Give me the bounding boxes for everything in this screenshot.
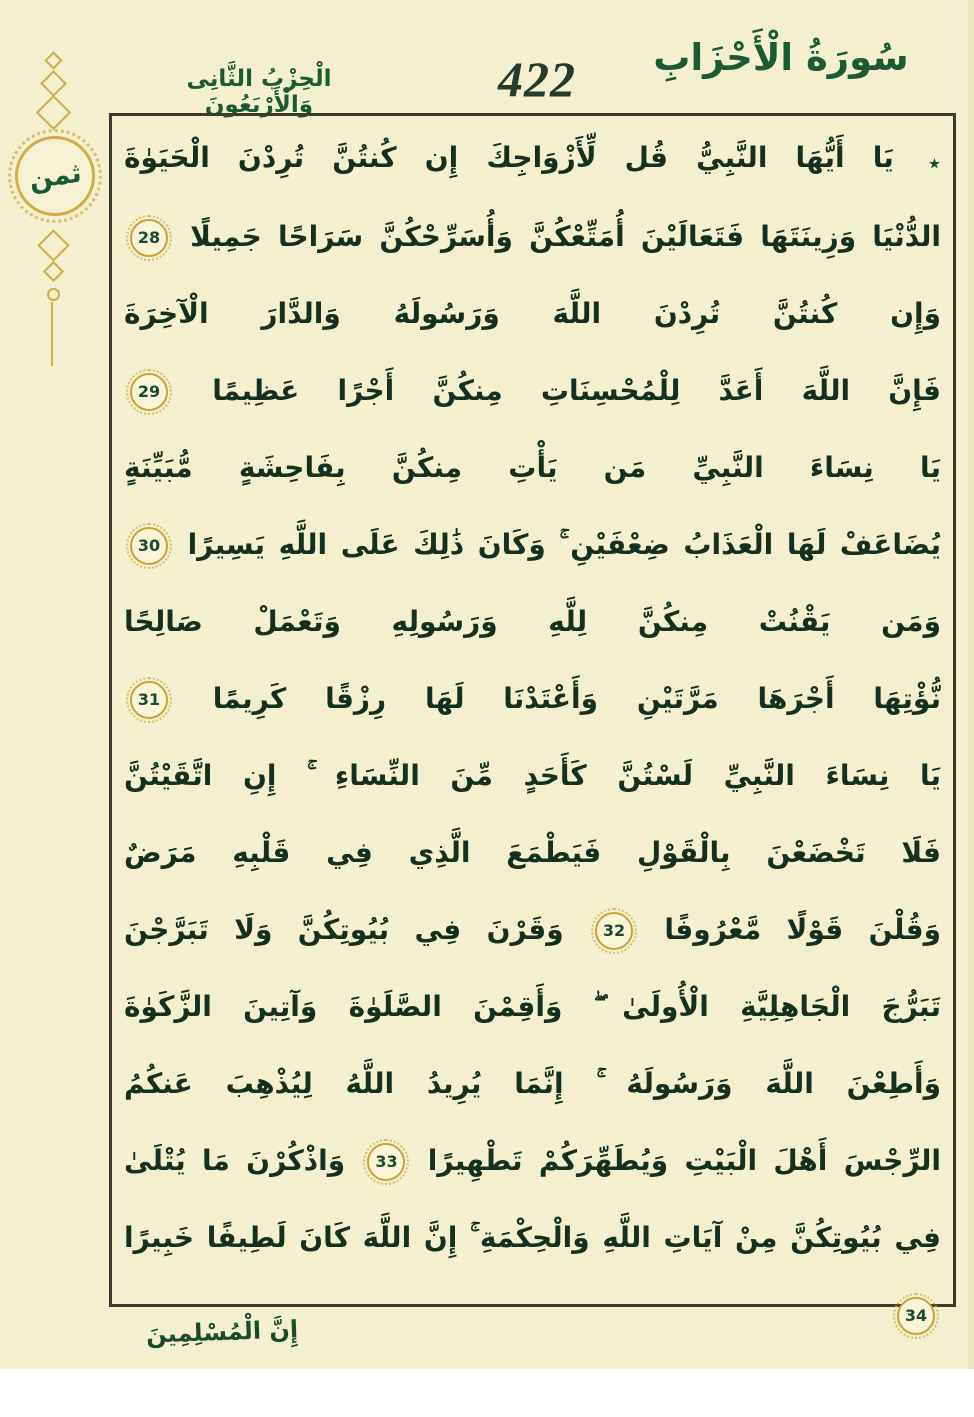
mushaf-line [124, 814, 941, 891]
verse-number-marker: 33 [367, 1143, 405, 1181]
surah-title: سُورَةُ الْأَحْزَابِ [653, 36, 909, 79]
mushaf-line [124, 506, 941, 583]
ayah-text: نُّؤْتِهَا أَجْرَهَا مَرَّتَيْنِ وَأَعْتَدْنَا لَهَا رِزْقًا كَرِيمًا [212, 681, 941, 715]
mushaf-lines [124, 119, 942, 1325]
mushaf-line [124, 737, 941, 814]
ayah-text: يَا نِسَاءَ النَّبِيِّ مَن يَأْتِ مِنكُنَّ بِفَاحِشَةٍ مُّبَيِّنَةٍ [124, 450, 941, 484]
verse-number-marker: 28 [130, 219, 168, 257]
mushaf-line [124, 1045, 941, 1122]
rub-el-hizb-star-icon: ٭ [927, 148, 941, 177]
page-edge-shade [968, 0, 974, 1369]
mushaf-line [124, 198, 941, 275]
ayah-text: وَمَن يَقْنُتْ مِنكُنَّ لِلَّهِ وَرَسُولِهِ وَتَعْمَلْ صَالِحًا [124, 604, 941, 638]
thumn-ornament [6, 52, 102, 372]
ayah-text: الدُّنْيَا وَزِينَتَهَا فَتَعَالَيْنَ أُمَتِّعْكُنَّ وَأُسَرِّحْكُنَّ سَرَاحًا جَمِيلًا [190, 219, 942, 253]
mushaf-line [124, 275, 941, 352]
ayah-text: فِي بُيُوتِكُنَّ مِنْ آيَاتِ اللَّهِ وَالْحِكْمَةِ ۚ إِنَّ اللَّهَ كَانَ لَطِيفًا خَبِيرًا [124, 1220, 941, 1254]
ayah-text: يَا نِسَاءَ النَّبِيِّ لَسْتُنَّ كَأَحَدٍ مِّنَ النِّسَاءِ ۚ إِنِ اتَّقَيْتُنَّ [124, 758, 941, 792]
ayah-text: وَأَطِعْنَ اللَّهَ وَرَسُولَهُ ۚ إِنَّمَا يُرِيدُ اللَّهُ لِيُذْهِبَ عَنكُمُ [124, 1066, 941, 1100]
page-number: 422 [498, 51, 576, 107]
ayah-text: الرِّجْسَ أَهْلَ الْبَيْتِ وَيُطَهِّرَكُمْ تَطْهِيرًا [427, 1143, 941, 1177]
ayah-text: فَلَا تَخْضَعْنَ بِالْقَوْلِ فَيَطْمَعَ الَّذِي فِي قَلْبِهِ مَرَضٌ [124, 835, 941, 869]
ornament-tail [51, 302, 53, 366]
mushaf-line [124, 352, 941, 429]
ornament-diamond-icon [44, 51, 62, 69]
hizb-label: الْحِزْبُ الثَّانِى وَالْأَرْبَعُونَ [186, 66, 332, 118]
mushaf-line [124, 660, 941, 737]
mushaf-line [124, 583, 941, 660]
ayah-text: وَقَرْنَ فِي بُيُوتِكُنَّ وَلَا تَبَرَّجْنَ [124, 912, 564, 946]
ornament-diamond-icon [40, 70, 67, 97]
verse-number-marker: 32 [595, 912, 633, 950]
mushaf-line [124, 968, 941, 1045]
ayah-text: وَاذْكُرْنَ مَا يُتْلَىٰ [124, 1143, 346, 1177]
catchword: إِنَّ الْمُسْلِمِينَ [145, 1315, 299, 1349]
mushaf-line [124, 1122, 941, 1199]
ornament-diamond-icon [37, 229, 70, 262]
ayah-text: يُضَاعَفْ لَهَا الْعَذَابُ ضِعْفَيْنِ ۚ وَكَانَ ذَٰلِكَ عَلَى اللَّهِ يَسِيرًا [187, 527, 941, 561]
thumn-label: ثمن [26, 156, 84, 196]
ornament-ring-icon [47, 288, 60, 301]
verse-number-marker: 31 [130, 681, 168, 719]
verse-number-marker: 34 [897, 1297, 935, 1335]
ayah-text: وَإِن كُنتُنَّ تُرِدْنَ اللَّهَ وَرَسُولَهُ وَالدَّارَ الْآخِرَةَ [124, 296, 941, 330]
text-frame [109, 113, 956, 1325]
mushaf-line [124, 891, 941, 968]
ornament-diamond-icon [36, 95, 71, 130]
verse-number-marker: 29 [130, 373, 168, 411]
mushaf-line [124, 429, 941, 506]
thumn-medallion [15, 136, 95, 216]
ayah-text: فَإِنَّ اللَّهَ أَعَدَّ لِلْمُحْسِنَاتِ مِنكُنَّ أَجْرًا عَظِيمًا [212, 373, 942, 407]
ayah-text: وَقُلْنَ قَوْلًا مَّعْرُوفًا [664, 912, 941, 946]
ornament-diamond-icon [43, 261, 64, 282]
ayah-text: يَا أَيُّهَا النَّبِيُّ قُل لِّأَزْوَاجِكَ إِن كُنتُنَّ تُرِدْنَ الْحَيَوٰةَ [124, 141, 894, 174]
mushaf-line [124, 119, 941, 198]
verse-number-marker: 30 [130, 527, 168, 565]
ayah-text: تَبَرُّجَ الْجَاهِلِيَّةِ الْأُولَىٰ ۖ وَأَقِمْنَ الصَّلَوٰةَ وَآتِينَ الزَّكَوٰةَ [124, 989, 941, 1023]
